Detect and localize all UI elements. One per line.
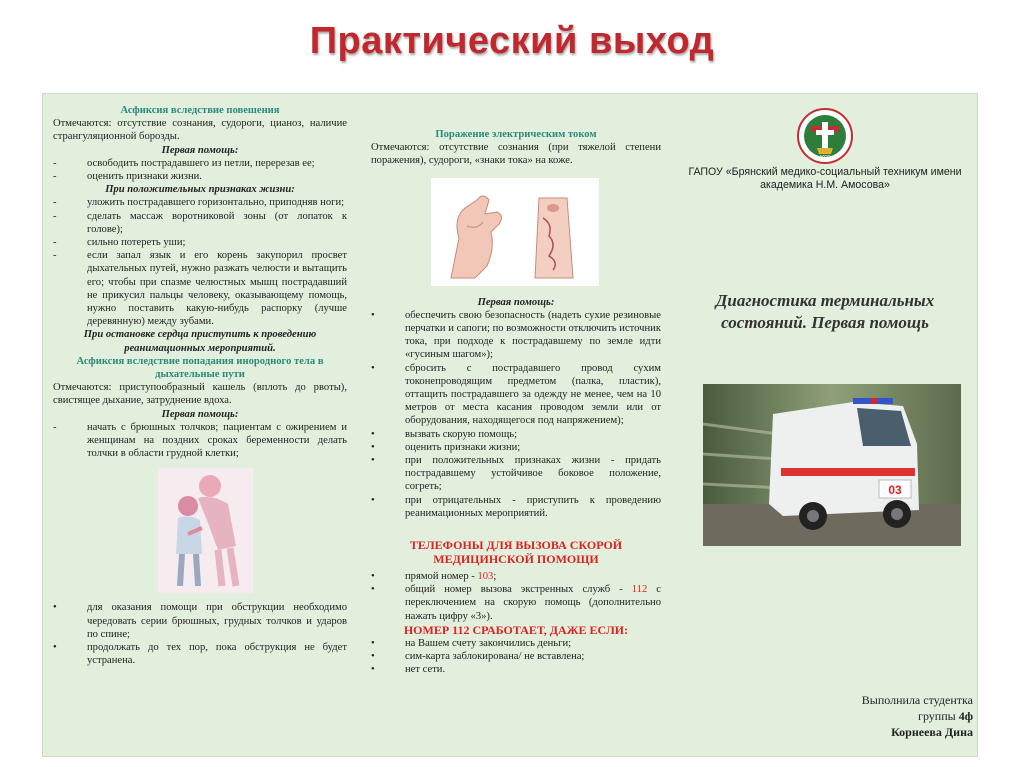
list-item: - начать с брюшных толчков; пациентам с ожирением и женщинам на поздних сроках беременности делать толчки в области грудной клетки; [53, 421, 347, 460]
done-by: Выполнила студентка [861, 693, 973, 707]
hanging-symptoms: Отмечаются: отсутствие сознания, судороги, цианоз, наличие странгуляционной борозды. [53, 118, 347, 143]
list-item: • обеспечить свою безопасность (надеть сухие резиновые перчатки и сапоги; по возможности отключить источник тока, при подходе к пострадавшему по земле идти «гусиным шагом»); [371, 309, 661, 361]
author-block [862, 692, 973, 740]
list-item: • при отрицательных - приступить к проведению реанимационных мероприятий. [371, 494, 661, 519]
right-column [673, 94, 977, 756]
foreign-body-symptoms: Отмечаются: приступообразный кашель (вплоть до рвоты), свистящее дыхание, затруднение вдоха. [53, 382, 347, 407]
foreign-body-heading: Асфиксия вследствие попадания инородного тела в дыхательные пути [76, 355, 324, 381]
ambulance-number: 03 [888, 483, 902, 497]
list-item: - уложить пострадавшего горизонтально, приподняв ноги; [53, 197, 345, 209]
first-aid-label: Первая помощь: [477, 296, 555, 308]
first-aid-label: Первая помощь: [161, 144, 239, 156]
brochure-title: Диагностика терминальных состояний. Первая помощь [715, 291, 935, 332]
list-item: - оценить признаки жизни. [53, 171, 202, 183]
list-item: • сим-карта заблокирована/ не вставлена; [371, 651, 585, 663]
logo-year: 1923 [819, 155, 831, 161]
electrical-burn-illustration [431, 178, 599, 286]
list-item: • прямой номер - 103; [371, 571, 497, 583]
list-item: • продолжать до тех пор, пока обструкция не будет устранена. [53, 642, 347, 667]
list-item: • вызвать скорую помощь; [371, 428, 518, 440]
electric-shock-symptoms: Отмечаются: отсутствие сознания (при тяжелой степени поражения), судороги, «знаки тока» на коже. [371, 142, 661, 167]
list-item: • сбросить с пострадавшего провод сухим токонепроводящим предметом (палка, пластик), оттащить пострадавшего за одежду не менее, чем на 10 метров от места касания проводом земли или от оборудования, находящегося под напряжением); [371, 362, 661, 427]
list-item: • оценить признаки жизни; [371, 441, 521, 453]
phone-103: 103 [477, 571, 494, 583]
left-column [43, 94, 353, 756]
author-name: Корнеева Дина [891, 725, 973, 739]
group-line: группы 4ф [918, 709, 973, 723]
electric-shock-heading: Поражение электрическим током [435, 129, 597, 140]
list-item: - сильно потереть уши; [53, 237, 186, 249]
list-item: • общий номер вызова экстренных служб - 112 с переключением на скорую помощь (дополнительно нажать цифру «3»). [371, 584, 661, 622]
list-item: - сделать массаж воротниковой зоны (от лопаток к голове); [53, 210, 347, 235]
list-item: • на Вашем счету закончились деньги; [371, 637, 572, 649]
heimlich-illustration [158, 468, 253, 593]
first-aid-label: Первая помощь: [161, 408, 239, 420]
middle-column [363, 94, 663, 756]
list-item: - если запал язык и его корень закупорил просвет дыхательных путей, нужно разжать челюсти и вытащить его; чтобы при спазме челюстных мышц пострадавший не прикусил пальцы человеку, оказывающему помощь, нужно поставить какую-нибудь распорку (лучше деревянную) между зубами. [53, 250, 347, 328]
list-item: • для оказания помощи при обструкции необходимо чередовать серии брюшных, грудных толчков и ударов по спине; [53, 602, 347, 640]
organization-name: ГАПОУ «Брянский медико-социальный техникум имени академика Н.М. Амосова» [688, 166, 962, 191]
positive-signs-label: При положительных признаках жизни: [105, 184, 295, 196]
college-logo [797, 108, 853, 169]
phone-112: 112 [631, 584, 648, 596]
list-item: - освободить пострадавшего из петли, перерезав ее; [53, 157, 315, 169]
slide-title: Практический выход [309, 20, 715, 62]
emergency-phones-heading: ТЕЛЕФОНЫ ДЛЯ ВЫЗОВА СКОРОЙ МЕДИЦИНСКОЙ ПОМОЩИ [409, 538, 623, 567]
hanging-heading: Асфиксия вследствие повешения [120, 105, 280, 116]
brochure [42, 93, 978, 757]
cardiac-arrest-note: При остановке сердца приступить к проведению реанимационных мероприятий. [83, 329, 317, 354]
list-item: • при положительных признаках жизни - придать пострадавшему устойчивое боковое положение, согреть; [371, 455, 661, 493]
ambulance-photo [703, 384, 961, 546]
list-item: • нет сети. [371, 664, 446, 676]
number-112-works-heading: НОМЕР 112 СРАБОТАЕТ, ДАЖЕ ЕСЛИ: [403, 622, 629, 637]
